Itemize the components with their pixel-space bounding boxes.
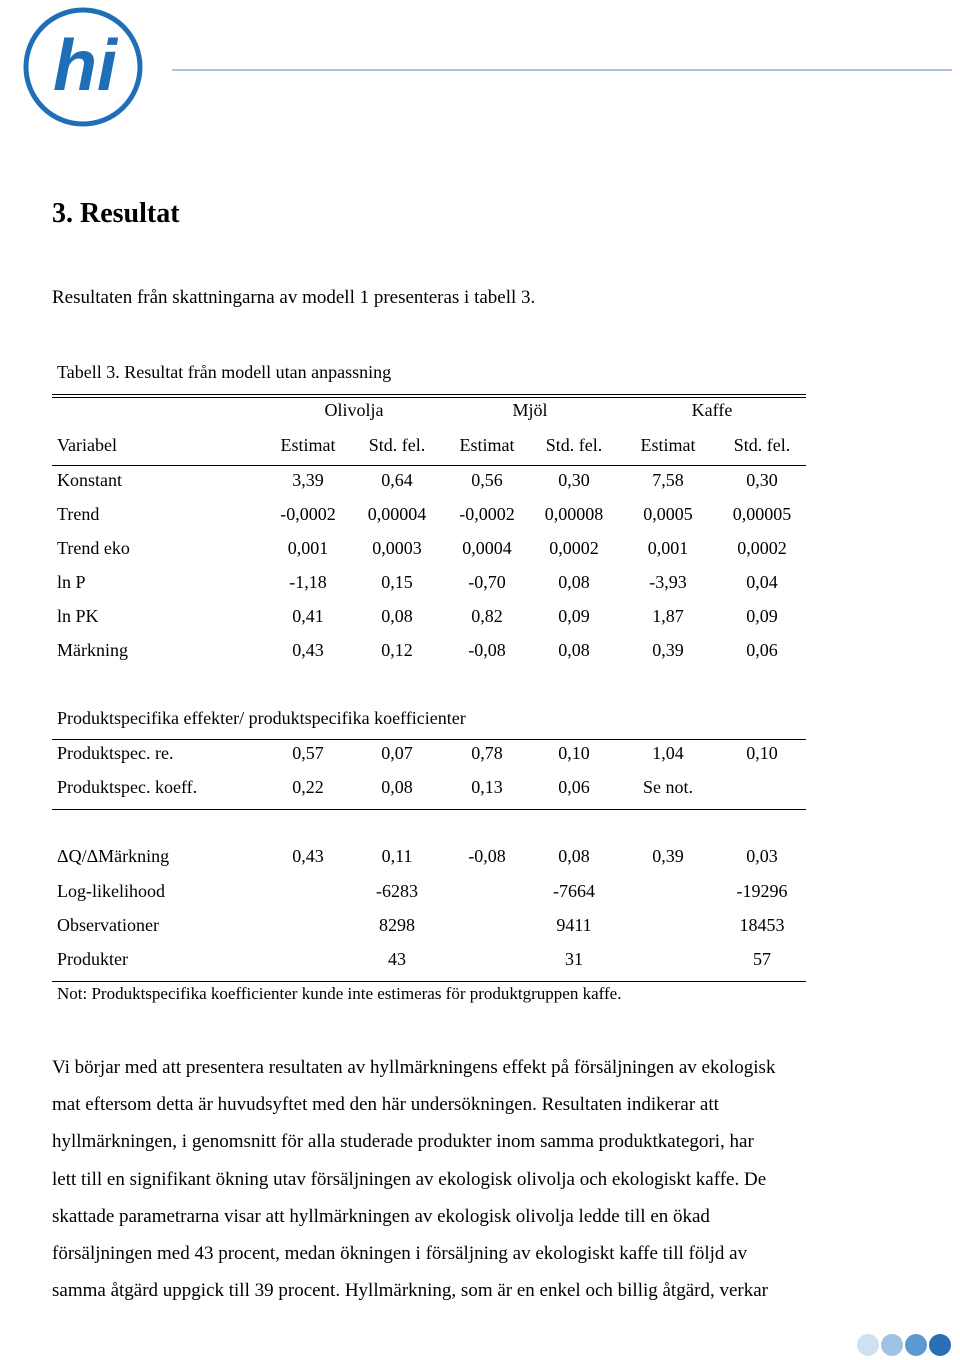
table-cell: 0,09: [746, 606, 778, 626]
table-cell: 0,0005: [643, 504, 693, 524]
table-cell: 0,001: [287, 538, 329, 558]
table-cell: -0,08: [468, 846, 506, 866]
table-row: [0, 572, 960, 602]
table-row: [0, 640, 960, 670]
table-cell: 0,0003: [372, 538, 422, 558]
body-line: lett till en signifikant ökning utav försäljningen av ekologisk olivolja och ekologiskt kaffe. De: [52, 1168, 767, 1190]
table-cell: 0,08: [558, 572, 590, 592]
table-row: [0, 881, 960, 911]
table-cell: -1,18: [289, 572, 327, 592]
table-cell: -0,70: [468, 572, 506, 592]
section-title: Produktspecifika effekter/ produktspecifika koefficienter: [57, 708, 466, 728]
table-cell: 1,04: [652, 743, 684, 763]
table-cell: 0,22: [292, 777, 324, 797]
table-row: [0, 777, 960, 807]
row-label: Trend: [57, 504, 100, 524]
table-top-rule: [52, 394, 806, 398]
table-cell: 0,0004: [462, 538, 512, 558]
table-cell: 0,08: [381, 606, 413, 626]
table-cell: 31: [565, 949, 583, 969]
table-cell: 0,08: [558, 846, 590, 866]
section-end-rule: [52, 809, 806, 810]
table-cell: -19296: [736, 881, 788, 901]
row-label: ln PK: [57, 606, 99, 626]
table-cell: -7664: [553, 881, 595, 901]
column-header: Estimat: [640, 435, 696, 455]
table-cell: 0,41: [292, 606, 324, 626]
table-cell: 0,43: [292, 846, 324, 866]
table-cell: 8298: [379, 915, 415, 935]
column-header-row: [0, 435, 960, 465]
table-cell: -0,08: [468, 640, 506, 660]
hi-logo: [22, 6, 144, 128]
table-caption: Tabell 3. Resultat från modell utan anpassning: [57, 362, 392, 382]
table-cell: 0,08: [558, 640, 590, 660]
column-header: Std. fel.: [733, 435, 791, 455]
table-cell: -0,0002: [459, 504, 515, 524]
table-cell: Se not.: [642, 777, 694, 797]
table-cell: 0,08: [381, 777, 413, 797]
column-header: Estimat: [459, 435, 515, 455]
table-cell: 0,13: [471, 777, 503, 797]
group-header: Kaffe: [691, 400, 733, 420]
table-row: [0, 606, 960, 636]
table-cell: 0,15: [381, 572, 413, 592]
group-header: Mjöl: [512, 400, 548, 420]
table-cell: 0,07: [381, 743, 413, 763]
table-cell: 0,12: [381, 640, 413, 660]
row-label: Trend eko: [57, 538, 130, 558]
table-row: [0, 538, 960, 568]
body-line: Vi börjar med att presentera resultaten av hyllmärkningens effekt på försäljningen av ekologisk: [52, 1057, 776, 1078]
logo-text: hi: [53, 26, 117, 106]
body-line: försäljningen med 43 procent, medan ökningen i försäljning av ekologiskt kaffe till följd av: [52, 1243, 748, 1265]
table-cell: 0,00008: [544, 504, 604, 524]
group-header: Olivolja: [324, 400, 384, 420]
table-cell: 1,87: [652, 606, 684, 626]
table-row: [0, 470, 960, 500]
column-header: Std. fel.: [545, 435, 603, 455]
table-cell: 0,09: [558, 606, 590, 626]
table-cell: 0,43: [292, 640, 324, 660]
header-rule-line: [52, 465, 806, 466]
row-label: Log-likelihood: [57, 881, 165, 901]
row-label: Produkter: [57, 949, 128, 969]
table-cell: 0,82: [471, 606, 503, 626]
table-cell: 0,06: [746, 640, 778, 660]
table-cell: 0,10: [558, 743, 590, 763]
table-cell: -6283: [376, 881, 418, 901]
table-cell: 0,78: [471, 743, 503, 763]
section-title-row: [0, 708, 960, 738]
table-row: [0, 743, 960, 773]
table-cell: -0,0002: [280, 504, 336, 524]
table-cell: 0,11: [381, 846, 413, 866]
column-header: Variabel: [57, 435, 117, 455]
table-bottom-rule: [52, 981, 806, 982]
table-cell: 0,10: [746, 743, 778, 763]
section-heading: 3. Resultat: [52, 198, 180, 229]
row-label: Produktspec. re.: [57, 743, 174, 763]
table-cell: 3,39: [292, 470, 324, 490]
table-cell: 0,39: [652, 846, 684, 866]
table-cell: 18453: [739, 915, 785, 935]
table-cell: 0,04: [746, 572, 778, 592]
table-cell: 0,56: [471, 470, 503, 490]
body-line: hyllmärkningen, i genomsnitt för alla studerade produkter inom samma produktkategori, har: [52, 1131, 754, 1153]
row-label: Observationer: [57, 915, 159, 935]
table-cell: 0,06: [558, 777, 590, 797]
table-cell: 9411: [556, 915, 592, 935]
row-label: ΔQ/ΔMärkning: [57, 846, 170, 866]
column-header: Std. fel.: [368, 435, 426, 455]
table-row: [0, 846, 960, 876]
table-row: [0, 949, 960, 979]
intro-paragraph: Resultaten från skattningarna av modell 1 presenteras i tabell 3.: [52, 287, 536, 308]
body-line: samma åtgärd uppgick till 39 procent. Hyllmärkning, som är en enkel och billig åtgärd, verkar: [52, 1280, 768, 1302]
table-cell: 7,58: [652, 470, 684, 490]
body-line: mat eftersom detta är huvudsyftet med den här undersökningen. Resultaten indikerar att: [52, 1094, 719, 1116]
table-cell: 0,0002: [549, 538, 599, 558]
table-cell: 57: [753, 949, 771, 969]
table-cell: 0,30: [746, 470, 778, 490]
column-header: Estimat: [280, 435, 336, 455]
table-cell: 0,0002: [737, 538, 787, 558]
table-cell: 0,39: [652, 640, 684, 660]
table-cell: 0,03: [746, 846, 778, 866]
table-cell: 0,00005: [732, 504, 792, 524]
group-header-row: [0, 400, 960, 430]
footer-dots-decoration: [856, 1331, 956, 1359]
row-label: Konstant: [57, 470, 122, 490]
table-cell: 0,00004: [367, 504, 427, 524]
table-cell: -3,93: [649, 572, 687, 592]
section-rule: [52, 739, 806, 740]
row-label: ln P: [57, 572, 86, 592]
body-paragraph: [52, 1049, 912, 1309]
table-cell: 0,30: [558, 470, 590, 490]
table-cell: 43: [388, 949, 406, 969]
body-line: skattade parametrarna visar att hyllmärkningen av ekologisk olivolja ledde till en ökad: [52, 1205, 710, 1227]
table-row: [0, 915, 960, 945]
header-rule: [172, 69, 952, 71]
table-cell: 0,001: [647, 538, 689, 558]
table-cell: 0,57: [292, 743, 324, 763]
row-label: Produktspec. koeff.: [57, 777, 198, 797]
row-label: Märkning: [57, 640, 128, 660]
table-cell: 0,64: [381, 470, 413, 490]
table-row: [0, 504, 960, 534]
table-note: Not: Produktspecifika koefficienter kunde inte estimeras för produktgruppen kaffe.: [57, 984, 622, 1003]
